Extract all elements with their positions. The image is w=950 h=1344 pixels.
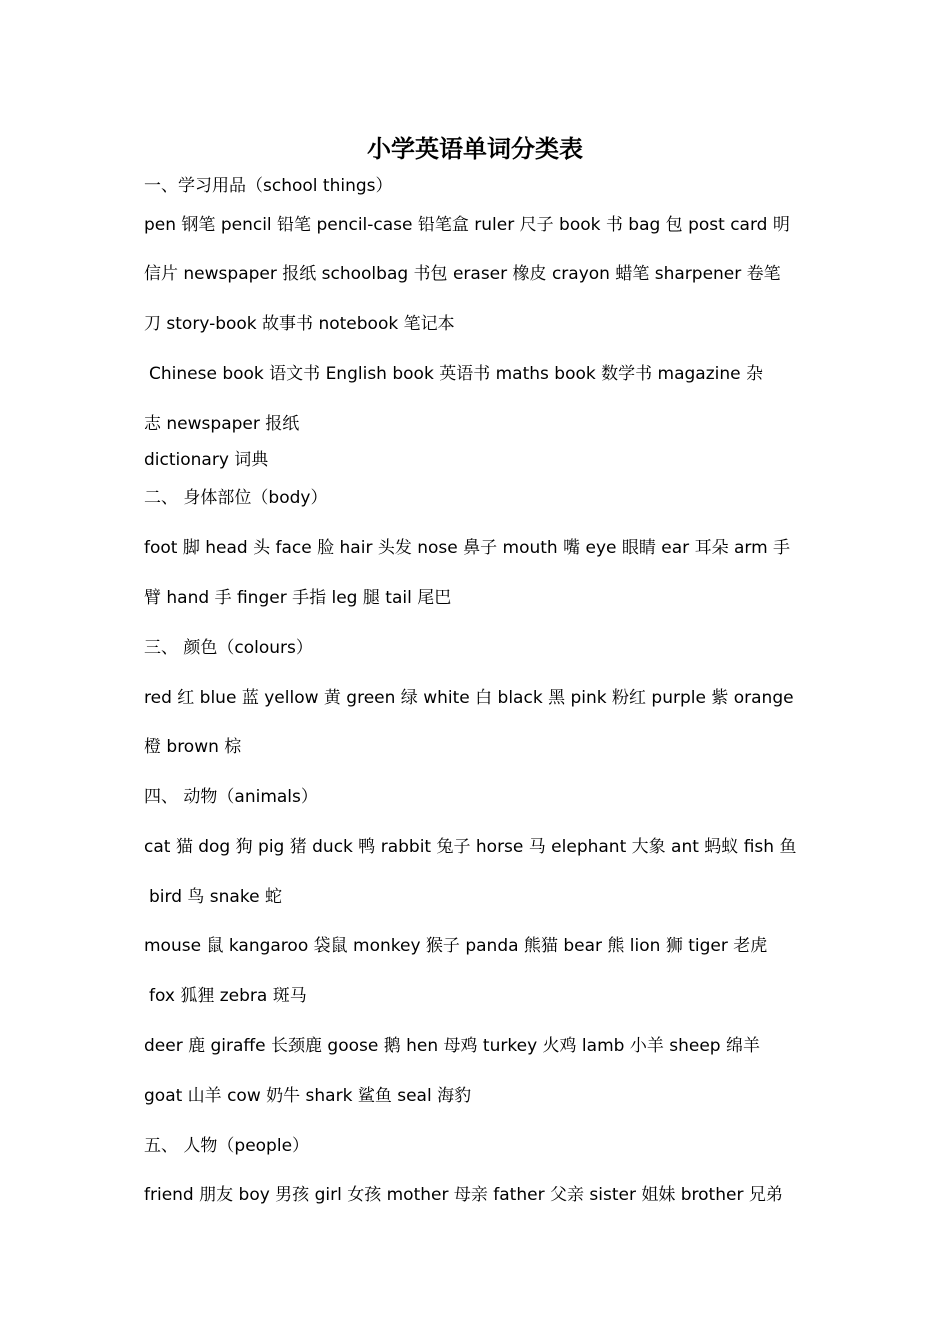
vocab-line: foot 脚 head 头 face 脸 hair 头发 nose 鼻子 mouth 嘴 eye 眼睛 ear 耳朵 arm 手 — [144, 538, 791, 558]
vocab-line: 橙 brown 棕 — [144, 737, 242, 757]
section-heading-animals: 四、 动物（animals） — [144, 787, 318, 807]
vocab-line: fox 狐狸 zebra 斑马 — [149, 986, 307, 1006]
vocab-line: 刀 story-book 故事书 notebook 笔记本 — [144, 314, 455, 334]
vocab-line: cat 猫 dog 狗 pig 猪 duck 鸭 rabbit 兔子 horse 马 elephant 大象 ant 蚂蚁 fish 鱼 — [144, 837, 797, 857]
vocab-line: red 红 blue 蓝 yellow 黄 green 绿 white 白 black 黑 pink 粉红 purple 紫 orange — [144, 688, 794, 708]
vocab-line: Chinese book 语文书 English book 英语书 maths book 数学书 magazine 杂 — [149, 364, 763, 384]
vocab-line: 信片 newspaper 报纸 schoolbag 书包 eraser 橡皮 crayon 蜡笔 sharpener 卷笔 — [144, 264, 781, 284]
page-title: 小学英语单词分类表 — [367, 134, 583, 163]
vocab-line: goat 山羊 cow 奶牛 shark 鲨鱼 seal 海豹 — [144, 1086, 472, 1106]
section-heading-school-things: 一、学习用品（school things） — [144, 176, 393, 196]
vocab-line: friend 朋友 boy 男孩 girl 女孩 mother 母亲 father 父亲 sister 姐妹 brother 兄弟 — [144, 1185, 783, 1205]
vocab-line: 志 newspaper 报纸 — [144, 414, 300, 434]
vocab-line: 臂 hand 手 finger 手指 leg 腿 tail 尾巴 — [144, 588, 452, 608]
vocab-line: bird 鸟 snake 蛇 — [149, 887, 282, 907]
vocab-line: deer 鹿 giraffe 长颈鹿 goose 鹅 hen 母鸡 turkey 火鸡 lamb 小羊 sheep 绵羊 — [144, 1036, 760, 1056]
vocab-line: pen 钢笔 pencil 铅笔 pencil-case 铅笔盒 ruler 尺子 book 书 bag 包 post card 明 — [144, 215, 790, 235]
section-heading-body: 二、 身体部位（body） — [144, 488, 328, 508]
section-heading-colours: 三、 颜色（colours） — [144, 638, 313, 658]
vocab-line: dictionary 词典 — [144, 450, 269, 470]
section-heading-people: 五、 人物（people） — [144, 1136, 310, 1156]
vocab-line: mouse 鼠 kangaroo 袋鼠 monkey 猴子 panda 熊猫 bear 熊 lion 狮 tiger 老虎 — [144, 936, 768, 956]
